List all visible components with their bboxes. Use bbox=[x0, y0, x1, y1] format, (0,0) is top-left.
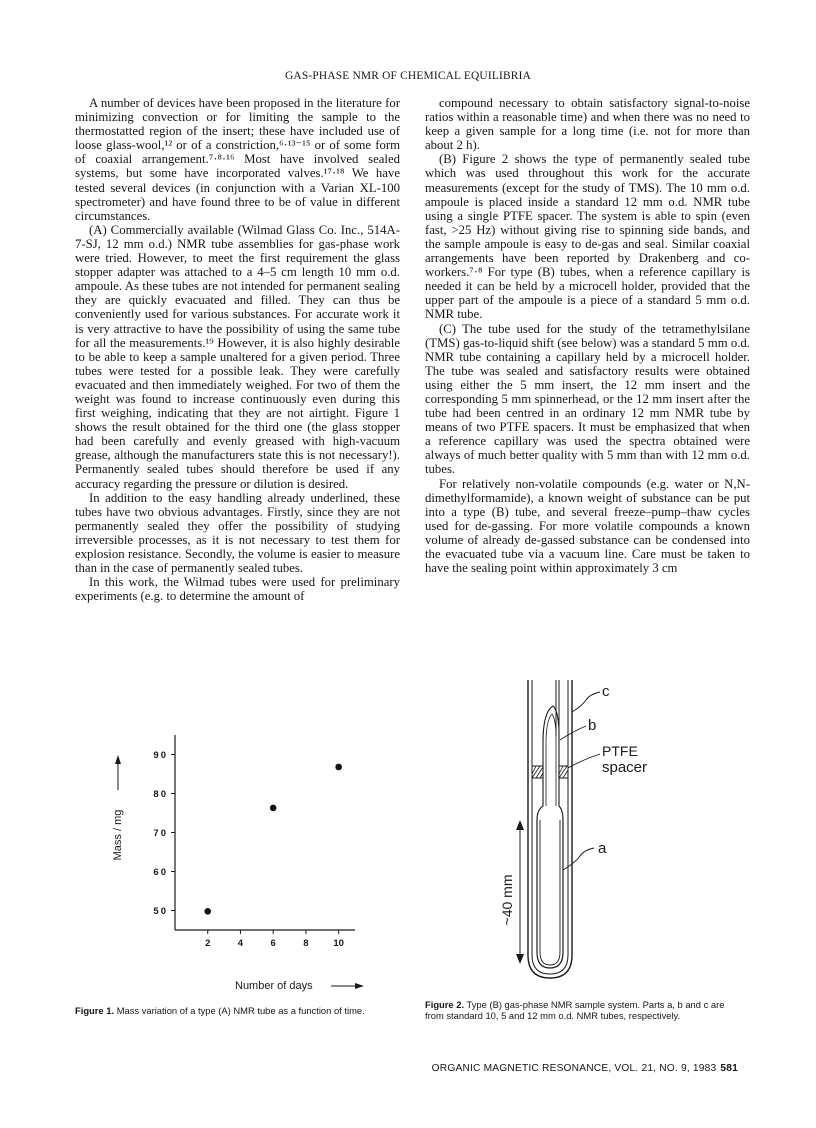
label-c: c bbox=[602, 683, 610, 700]
leader-b bbox=[560, 726, 586, 740]
y-tick-label: 50 bbox=[153, 906, 168, 917]
paragraph: compound necessary to obtain satisfactory signal-to-noise ratios within a reasonable time) and when there was no need to keep a given sample for a long time (i.e. not for more than about 2 h). bbox=[425, 96, 750, 153]
paragraph: In this work, the Wilmad tubes were used for preliminary experiments (e.g. to determine the amount of bbox=[75, 575, 400, 604]
x-tick-label: 2 bbox=[205, 938, 211, 949]
y-tick-label: 70 bbox=[153, 828, 168, 839]
data-point bbox=[270, 805, 277, 812]
x-tick-label: 8 bbox=[303, 938, 309, 949]
tube-b bbox=[556, 680, 559, 736]
paragraph: (A) Commercially available (Wilmad Glass Co. Inc., 514A-7-SJ, 12 mm o.d.) NMR tube assemblies for gas-phase work were tried. However, to meet the first requirement the glass stopper adapter was attached to a 4–5 cm length 10 mm o.d. ampoule. As these tubes are not intended for permanent sealing they are quickly evacuated and filled. They can thus be conveniently used for various substances. For accurate work it is very attractive to have the possibility of using the same tube for all the measurements.¹⁹ However, it is also highly desirable to be able to keep a sample unaltered for a given period. Three tubes were tested for a possible leak. They were carefully evacuated and then immediately weighed. For two of them the weight was found to increase continuously even during this first weighing, indicating that they are not airtight. Figure 1 shows the result obtained for the third one (the glass stopper had been carefully and evenly greased with high-vacuum grease, although the manufacturers state this is not necessary!). Permanently sealed tubes should therefore be used if any accuracy regarding the pressure or dilution is desired. bbox=[75, 222, 400, 491]
ampoule-inner-wall bbox=[540, 820, 560, 965]
journal-citation: ORGANIC MAGNETIC RESONANCE, VOL. 21, NO. 9, 1983 bbox=[431, 1063, 717, 1074]
y-axis-label: Mass / mg bbox=[112, 809, 124, 861]
data-point bbox=[335, 764, 342, 771]
figure-1-caption bbox=[75, 1005, 405, 1016]
x-tick-label: 10 bbox=[333, 938, 344, 949]
ampoule-neck-inner bbox=[546, 714, 556, 806]
paragraph: A number of devices have been proposed in the literature for minimizing convection or for limiting the sample to the thermostatted region of the insert; these have included use of loose glass-wool,¹² or of a constriction,⁶·¹³⁻¹⁵ or of some form of coaxial arrangement.⁷·⁸·¹⁶ Most have involved sealed systems, but some have incorporated valves.¹⁷·¹⁸ We have tested several devices (in conjunction with a Varian XL-100 spectrometer) and have found three to be of value in different circumstances. bbox=[75, 96, 400, 223]
ptfe-spacer-left bbox=[532, 766, 543, 778]
figure-2-diagram bbox=[490, 670, 690, 990]
y-tick-label: 60 bbox=[153, 867, 168, 878]
paragraph: (C) The tube used for the study of the tetramethylsilane (TMS) gas-to-liquid shift (see below) was a standard 5 mm o.d. NMR tube containing a capillary held by a microcell holder. The tube was sealed and satisfactory results were obtained using either the 5 mm insert, the 12 mm insert and the corresponding 5 mm spinnerhead, or the 12 mm insert after the tube had been centred in an ordinary 12 mm NMR tube by means of two PTFE spacers. It must be emphasized that when a reference capillary was used the spectra obtained were always of much better quality with 5 mm than with 12 mm o.d. tubes. bbox=[425, 321, 750, 477]
figure-1-text: Mass variation of a type (A) NMR tube as a function of time. bbox=[116, 1005, 365, 1016]
figure-2-caption bbox=[425, 999, 745, 1021]
left-column bbox=[75, 96, 400, 603]
right-column bbox=[425, 96, 750, 575]
page-footer bbox=[432, 1063, 738, 1074]
page-number: 581 bbox=[720, 1063, 738, 1074]
figure-1-chart bbox=[75, 730, 405, 995]
x-axis-label: Number of days bbox=[235, 980, 313, 992]
label-ptfe: PTFE bbox=[602, 743, 638, 759]
figure-2-text: Type (B) gas-phase NMR sample system. Parts a, b and c are from standard 10, 5 and 12 mm o.d. NMR tubes, respectively. bbox=[425, 999, 725, 1022]
running-header: GAS-PHASE NMR OF CHEMICAL EQUILIBRIA bbox=[285, 70, 531, 82]
leader-spacer bbox=[568, 754, 600, 768]
y-tick-label: 80 bbox=[153, 789, 168, 800]
x-label-arrow-head bbox=[355, 983, 364, 989]
y-tick-label: 90 bbox=[153, 750, 168, 761]
ptfe-spacer-right bbox=[559, 766, 568, 778]
label-a: a bbox=[598, 840, 607, 857]
data-point bbox=[204, 908, 211, 915]
paragraph: For relatively non-volatile compounds (e.g. water or N,N-dimethylformamide), a known weight of substance can be put into a type (B) tube, and several freeze–pump–thaw cycles used for de-gassing. For more volatile compounds a known volume of already de-gassed substance can be condensed into the evacuated tube via a vacuum line. Care must be taken to have the sealing point within approximately 3 cm bbox=[425, 476, 750, 576]
label-b: b bbox=[588, 717, 597, 734]
x-tick-label: 6 bbox=[270, 938, 276, 949]
paragraph: (B) Figure 2 shows the type of permanently sealed tube which was used throughout this work for the accurate measurements (except for the study of TMS). The 10 mm o.d. ampoule is placed inside a standard 12 mm o.d. NMR tube using a single PTFE spacer. The system is able to spin (even fast, >25 Hz) without giving rise to spinning side bands, and the sample ampoule is easy to de-gas and seal. Similar coaxial arrangements have been reported by Drakenberg and co-workers.⁷·⁸ For type (B) tubes, when a reference capillary is needed it can be held by a microcell holder, provided that the upper part of the ampoule is a piece of a standard 5 mm o.d. NMR tube. bbox=[425, 152, 750, 322]
figure-2-label: Figure 2. bbox=[425, 999, 465, 1010]
figure-1-label: Figure 1. bbox=[75, 1005, 115, 1016]
leader-c bbox=[572, 692, 600, 712]
x-tick-label: 4 bbox=[237, 938, 244, 949]
paragraph: In addition to the easy handling already underlined, these tubes have two obvious advantages. Firstly, since they are not permanently sealed they offer the possibility of studying irreversible processes, as it is not necessary to test them for explosion resistance. Secondly, the volume is easier to measure than in the case of permanently sealed tubes. bbox=[75, 490, 400, 576]
outer-tube bbox=[528, 680, 572, 978]
y-label-arrow-head bbox=[115, 755, 121, 764]
label-dimension: ~40 mm bbox=[499, 874, 515, 926]
ampoule-body bbox=[537, 820, 563, 968]
label-spacer: spacer bbox=[602, 759, 648, 776]
dimension-arrow bbox=[516, 820, 524, 964]
